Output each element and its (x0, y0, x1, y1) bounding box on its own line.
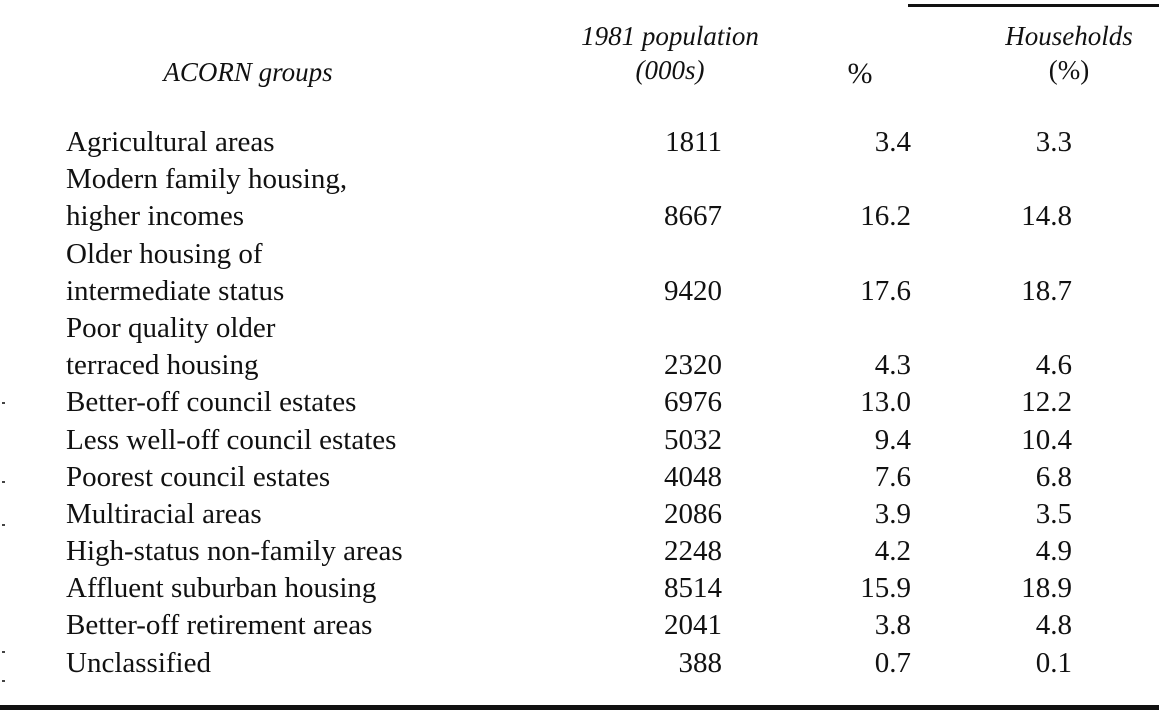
cell-percent: 4.2 (874, 535, 911, 568)
table-row (0, 198, 1159, 235)
cell-population: 2248 (664, 535, 722, 568)
table-row (0, 161, 1159, 198)
cell-population: 2320 (664, 349, 722, 382)
cell-population: 388 (678, 646, 722, 679)
edge-mark (2, 402, 5, 404)
cell-households: 12.2 (1021, 386, 1072, 419)
cell-group-name: higher incomes (66, 200, 244, 233)
cell-population: 9420 (664, 274, 722, 307)
cell-households: 0.1 (1035, 646, 1072, 679)
cell-percent: 16.2 (860, 200, 911, 233)
cell-percent: 3.8 (874, 609, 911, 642)
cell-group-name: Poorest council estates (66, 460, 331, 493)
cell-population: 6976 (664, 386, 722, 419)
cell-households: 4.8 (1035, 609, 1072, 642)
cell-percent: 17.6 (860, 274, 911, 307)
header-population-line1: 1981 population (581, 21, 759, 51)
header-households-line1: Households (1005, 21, 1133, 51)
cell-group-name: Better-off retirement areas (66, 609, 373, 642)
cell-population: 1811 (665, 126, 722, 158)
cell-group-name: intermediate status (66, 274, 285, 307)
table-row (0, 384, 1159, 421)
cell-households: 3.3 (1035, 126, 1072, 158)
cell-group-name: Multiracial areas (66, 497, 262, 530)
table-row (0, 347, 1159, 384)
cell-households: 10.4 (1021, 423, 1072, 456)
header-population (540, 19, 800, 87)
edge-mark (2, 651, 5, 653)
cell-population: 4048 (664, 460, 722, 493)
cell-households: 14.8 (1021, 200, 1072, 233)
header-population-line2: (000s) (635, 55, 705, 85)
cell-percent: 7.6 (874, 460, 911, 493)
header-households (980, 19, 1158, 87)
cell-households: 18.9 (1021, 572, 1072, 605)
cell-percent: 9.4 (874, 423, 911, 456)
header-percent: % (847, 57, 873, 90)
cell-population: 8514 (664, 572, 722, 605)
cell-group-name: Better-off council estates (66, 386, 357, 419)
cell-households: 18.7 (1021, 274, 1072, 307)
table-row (0, 459, 1159, 496)
cell-percent: 13.0 (860, 386, 911, 419)
cell-households: 6.8 (1035, 460, 1072, 493)
edge-mark (2, 524, 5, 526)
cell-group-name: Affluent suburban housing (66, 572, 377, 605)
cell-percent: 0.7 (874, 646, 911, 679)
table-row (0, 570, 1159, 607)
cell-households: 4.9 (1035, 535, 1072, 568)
cell-population: 5032 (664, 423, 722, 456)
edge-mark (2, 680, 5, 682)
table-row (0, 607, 1159, 644)
cell-group-name: Unclassified (66, 646, 211, 679)
cell-group-name: High-status non-family areas (66, 535, 403, 568)
table-row (0, 236, 1159, 273)
table-row (0, 310, 1159, 347)
cell-group-name: Agricultural areas (66, 126, 275, 158)
cell-population: 2086 (664, 497, 722, 530)
cell-percent: 3.4 (874, 126, 911, 158)
table-row (0, 496, 1159, 533)
cell-population: 8667 (664, 200, 722, 233)
cell-group-name: Poor quality older (66, 311, 276, 344)
header-acorn-groups: ACORN groups (163, 57, 333, 87)
cell-group-name: Modern family housing, (66, 163, 348, 196)
table-row (0, 422, 1159, 459)
edge-mark (2, 481, 5, 483)
table-row (0, 533, 1159, 570)
top-rule (908, 4, 1159, 7)
cell-group-name: terraced housing (66, 349, 259, 382)
cell-population: 2041 (664, 609, 722, 642)
header-households-line2: (%) (1048, 55, 1090, 85)
table-row (0, 124, 1159, 161)
cell-percent: 4.3 (874, 349, 911, 382)
acorn-table (0, 124, 1159, 682)
cell-group-name: Older housing of (66, 237, 263, 270)
bottom-rule (0, 705, 1159, 710)
table-row (0, 273, 1159, 310)
cell-percent: 3.9 (874, 497, 911, 530)
cell-households: 3.5 (1035, 497, 1072, 530)
cell-households: 4.6 (1035, 349, 1072, 382)
cell-group-name: Less well-off council estates (66, 423, 397, 456)
cell-percent: 15.9 (860, 572, 911, 605)
table-row (0, 645, 1159, 682)
